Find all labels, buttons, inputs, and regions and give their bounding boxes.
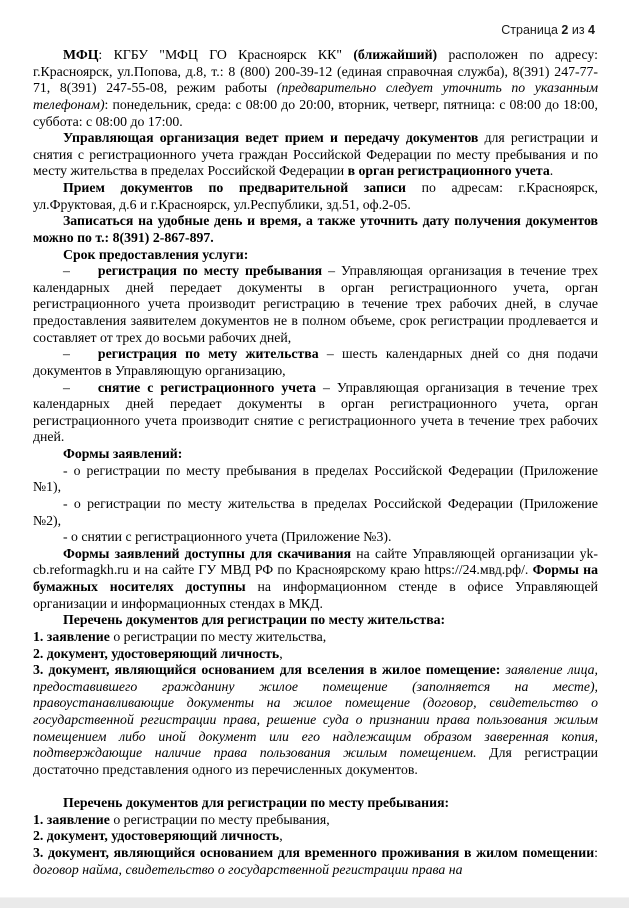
text-run: (ближайший) xyxy=(353,47,438,62)
text-run: Срок предоставления услуги: xyxy=(63,246,249,262)
list-item xyxy=(33,812,598,829)
text-run: Для регистрации достаточно представления одного из перечисленных документов. xyxy=(33,745,598,777)
text-run: 3. документ, являющийся основанием для временного проживания в жилом помещении xyxy=(33,844,595,860)
text-run: 2. документ, удостоверяющий личность xyxy=(33,828,280,844)
list-item xyxy=(33,662,598,778)
text-run: – Управляющая организация в течение трех календарных дней передает документы в орган регистрационного учета, орган регистрационного учета производит регистрацию в течение трех рабочих дней, в случае предоставления заявителем документов не в полном объеме, срок регистрации продлевается и составляет от трех до восьми рабочих дней, xyxy=(33,263,598,345)
paragraph xyxy=(33,463,598,496)
text-run: – xyxy=(63,263,70,279)
text-run: : КГБУ "МФЦ ГО Красноярск КК" xyxy=(98,47,354,62)
text-run: на информационном стенде в офисе Управляющей организации и информационных стендах в МКД. xyxy=(33,579,598,611)
text-run: Перечень документов для регистрации по месту пребывания: xyxy=(63,795,450,811)
paragraph xyxy=(33,180,598,213)
text-run: Записаться на удобные день и время, а также уточнить дату получения документов можно по т.: 8(391) 2-867-897. xyxy=(33,213,598,245)
text-run: для регистрации и снятия с регистрационного учета граждан Российской Федерации по месту пребывания и по месту жительства в пределах Российской Федерации xyxy=(33,130,598,179)
text-run: , xyxy=(279,645,283,661)
text-run: . xyxy=(549,163,554,179)
text-run: на сайте Управляющей организации yk-cb.reformagkh.ru и на сайте ГУ МВД РФ по Красноярскому краю https://24.мвд.рф/. xyxy=(33,545,598,578)
text-run: снятие с регистрационного учета xyxy=(97,379,317,395)
text-run: , xyxy=(279,828,283,844)
text-run: – Управляющая организация в течение трех календарных дней передает документы в орган регистрационного учета, орган регистрационного учета производит снятие с регистрационного учета в течение трех рабочих дней. xyxy=(33,379,598,445)
bullet-item xyxy=(33,346,598,379)
text-run: расположен по адресу: г.Красноярск, ул.Попова, д.8, т.: 8 (800) 200-39-12 (единая справочная служба), 8(391) 247-77-71, 8(391) 247-55-08, режим работы xyxy=(33,47,598,96)
text-run: Формы заявлений доступны для скачивания xyxy=(63,545,352,561)
text-run: 2 xyxy=(561,23,569,37)
text-run: - о регистрации по месту пребывания в пределах Российской Федерации (Приложение №1), xyxy=(33,462,598,495)
text-run: о регистрации по месту пребывания, xyxy=(109,811,330,827)
text-run: – шесть календарных дней со дня подачи документов в Управляющую организацию, xyxy=(33,346,598,378)
paragraph xyxy=(33,496,598,529)
blank-line xyxy=(33,779,598,796)
text-run: договор найма, свидетельство о государственной регистрации права на xyxy=(33,861,463,877)
text-run: 2. документ, удостоверяющий личность xyxy=(33,645,280,661)
bullet-item xyxy=(33,263,598,346)
text-run: : понедельник, среда: с 08:00 до 20:00, вторник, четверг, пятница: с 08:00 до 18:00, суббота: с 08:00 до 17:00. xyxy=(33,96,598,129)
text-run: - о регистрации по месту жительства в пределах Российской Федерации (Приложение №2), xyxy=(33,495,598,528)
section-heading xyxy=(33,446,598,463)
list-item xyxy=(33,828,598,845)
text-run: регистрация по месту пребывания xyxy=(97,263,323,279)
page-number-header xyxy=(33,22,598,38)
text-run: Прием документов по предварительной записи xyxy=(63,180,406,195)
list-item xyxy=(33,646,598,663)
text-run: Формы на бумажных носителях доступны xyxy=(33,562,598,594)
text-run: 1. заявление xyxy=(33,811,110,827)
page-bottom-edge xyxy=(0,897,629,908)
section-heading xyxy=(33,612,598,629)
page-content xyxy=(33,22,598,878)
text-run: 3. документ, являющийся основанием для вселения в жилое помещение: xyxy=(33,662,501,678)
text-run: 1. заявление xyxy=(33,628,110,644)
text-run: регистрация по мету жительства xyxy=(97,346,319,362)
text-run: Формы заявлений: xyxy=(63,446,183,461)
paragraph xyxy=(33,130,598,180)
bullet-item xyxy=(33,380,598,447)
text-run: – xyxy=(63,346,70,362)
text-run: Управляющая организация ведет прием и передачу документов xyxy=(63,130,479,146)
list-item xyxy=(33,845,598,878)
text-run: Страница xyxy=(501,23,562,37)
paragraph xyxy=(33,47,598,130)
text-run: (предварительно следует уточнить по указанным телефонам) xyxy=(33,80,598,112)
text-run: 4 xyxy=(588,23,595,37)
paragraph xyxy=(33,213,598,246)
text-run: в орган регистрационного учета xyxy=(347,163,550,179)
paragraph xyxy=(33,529,598,546)
text-run: МФЦ xyxy=(63,47,99,62)
text-run: заявление лица, предоставившего гражданину жилое помещение (заполняется на месте), правоустанавливающие документы на жилое помещение (договор, свидетельство о государственной регистрации права, решение суда о признании права пользования жилым помещением либо иной документ или его надлежащим образом заверенная копия, подтверждающие наличие права пользования жилым помещением. xyxy=(33,662,598,761)
text-run: из xyxy=(568,23,589,37)
text-run: : xyxy=(594,844,598,860)
text-run: по адресам: г.Красноярск, ул.Фруктовая, д.6 и г.Красноярск, ул.Республики, зд.51, оф.2-05. xyxy=(33,180,598,212)
section-heading xyxy=(33,247,598,264)
text-run: – xyxy=(63,379,70,395)
text-run: Перечень документов для регистрации по месту жительства: xyxy=(63,612,446,628)
paragraph xyxy=(33,546,598,613)
document-body xyxy=(33,47,598,878)
list-item xyxy=(33,629,598,646)
section-heading xyxy=(33,795,598,812)
text-run: - о снятии с регистрационного учета (Приложение №3). xyxy=(63,529,392,545)
text-run: о регистрации по месту жительства, xyxy=(109,628,327,644)
